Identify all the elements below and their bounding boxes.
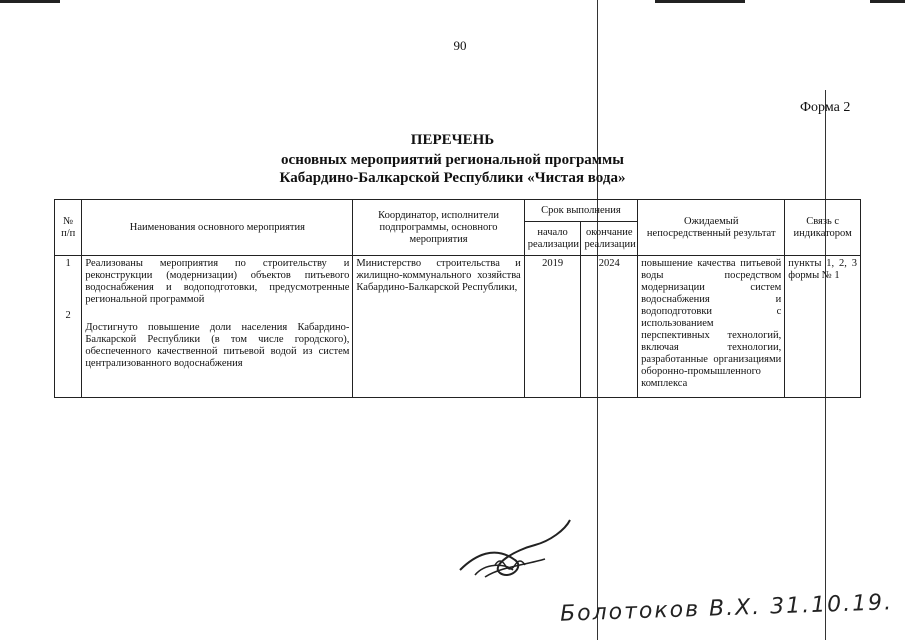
header-result: Ожидаемый непосредственный результат	[638, 200, 785, 256]
activity-1: Реализованы мероприятия по строительству и реконструкции (модернизации) объектов питьевого водоснабжения и водоподготовки, предусмотренные региональной программой	[85, 258, 350, 305]
handwritten-note: Болотоков В.Х. 31.10.19.	[559, 590, 894, 627]
table-row	[55, 256, 861, 398]
indicator-link: пункты 1, 2, 3 формы № 1	[785, 256, 861, 398]
activities-table	[54, 199, 861, 398]
row-number-1: 1	[65, 258, 71, 269]
expected-result: повышение качества питьевой воды посредством модернизации систем водоснабжения и водоподготовки с использованием перспективных технологий, включая технологии, разработанные организациями оборонно-промышленного комплекса	[638, 256, 785, 398]
start-year: 2019	[524, 256, 581, 398]
end-year: 2024	[581, 256, 638, 398]
header-activity-name: Наименования основного мероприятия	[82, 200, 353, 256]
row-numbers	[55, 256, 82, 398]
form-label: Форма 2	[800, 100, 851, 115]
coordinator-cell: Министерство строительства и жилищно-коммунального хозяйства Кабардино-Балкарской Республики,	[353, 256, 524, 398]
header-term: Срок выполнения	[524, 200, 637, 222]
header-indicator-link: Связь с индикатором	[785, 200, 861, 256]
document-subtitle: основных мероприятий региональной программы	[281, 152, 624, 168]
scan-edge-mark	[870, 0, 905, 3]
header-num: № п/п	[55, 200, 82, 256]
activity-cell	[82, 256, 353, 398]
signature-image	[455, 515, 575, 585]
activity-2: Достигнуто повышение доли населения Кабардино-Балкарской Республики (в том числе городского), обеспеченного качественной питьевой водой из систем централизованного водоснабжения	[85, 322, 350, 369]
header-term-end: окончание реализации	[581, 222, 638, 256]
document-title: ПЕРЕЧЕНЬ	[410, 132, 495, 148]
scan-edge-mark	[0, 0, 60, 3]
header-term-start: начало реализации	[524, 222, 581, 256]
header-coordinator: Координатор, исполнители подпрограммы, основного мероприятия	[353, 200, 524, 256]
scan-edge-mark	[655, 0, 745, 3]
document-subtitle-program: Кабардино-Балкарской Республики «Чистая вода»	[279, 170, 626, 186]
page-number: 90	[453, 38, 467, 53]
row-number-2: 2	[65, 310, 71, 321]
